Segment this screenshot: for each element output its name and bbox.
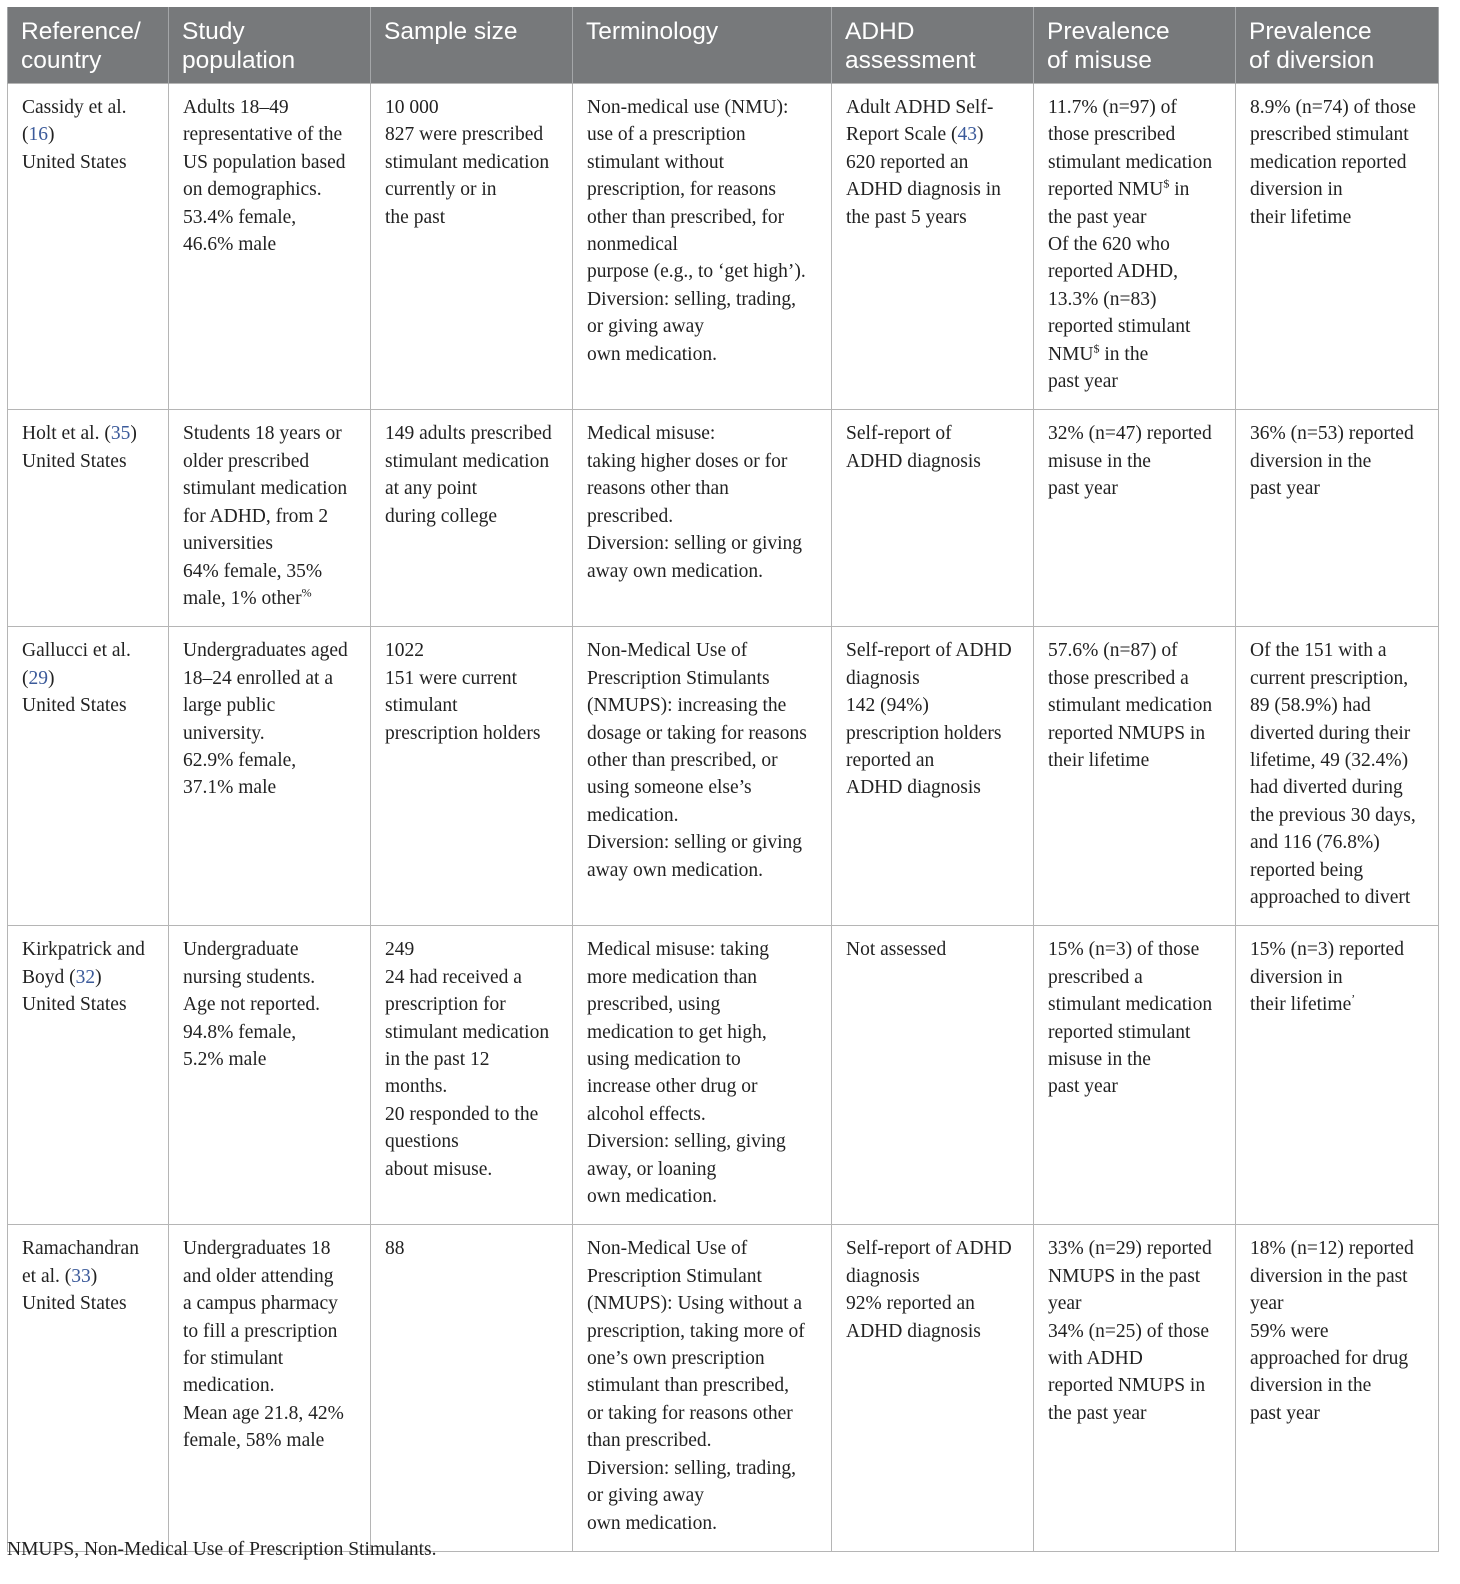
citation-link[interactable]: 32	[75, 966, 96, 988]
footnote-marker: ’	[1351, 991, 1356, 1006]
cell-prevalence-diversion: 8.9% (n=74) of those prescribed stimulant medication reported diversion in their lifetime	[1236, 84, 1439, 410]
header-prevalence-diversion: Prevalence of diversion	[1236, 7, 1439, 84]
cell-sample-size: 10 000 827 were prescribed stimulant medication currently or in the past	[371, 84, 573, 410]
cell-prevalence-diversion: 18% (n=12) reported diversion in the past year 59% were approached for drug diversion in the past year	[1236, 1225, 1439, 1551]
study-table	[7, 7, 1439, 1552]
cell-reference: Gallucci et al. (29) United States	[8, 627, 169, 926]
cell-prevalence-misuse: 57.6% (n=87) of those prescribed a stimulant medication reported NMUPS in their lifetime	[1034, 627, 1236, 926]
cell-reference: Kirkpatrick and Boyd (32) United States	[8, 926, 169, 1225]
cell-population: Undergraduates 18 and older attending a campus pharmacy to fill a prescription for stimulant medication. Mean age 21.8, 42% female, 58% male	[169, 1225, 371, 1551]
header-sample-size: Sample size	[371, 7, 573, 84]
footnote-marker: %	[301, 585, 312, 600]
cell-terminology: Medical misuse: taking more medication than prescribed, using medication to get high, using medication to increase other drug or alcohol effects. Diversion: selling, giving away, or loaning own medication.	[573, 926, 832, 1225]
cell-prevalence-misuse: 11.7% (n=97) of those prescribed stimulant medication reported NMU$ in the past year Of the 620 who reported ADHD, 13.3% (n=83) reported stimulant NMU$ in the past year	[1034, 84, 1236, 410]
cell-terminology: Non-Medical Use of Prescription Stimulant (NMUPS): Using without a prescription, taking more of one’s own prescription stimulant than prescribed, or taking for reasons other than prescribed. Diversion: selling, trading, or giving away own medication.	[573, 1225, 832, 1551]
cell-population: Adults 18–49 representative of the US population based on demographics. 53.4% female, 46.6% male	[169, 84, 371, 410]
citation-link[interactable]: 35	[110, 423, 131, 445]
cell-population: Students 18 years or older prescribed stimulant medication for ADHD, from 2 universities 64% female, 35% male, 1% other%	[169, 410, 371, 627]
table-row	[8, 410, 1439, 627]
cell-prevalence-diversion: Of the 151 with a current prescription, 89 (58.9%) had diverted during their lifetime, 49 (32.4%) had diverted during the previous 30 days, and 116 (76.8%) reported being approached to divert	[1236, 627, 1439, 926]
header-row	[8, 7, 1439, 84]
cell-prevalence-diversion: 36% (n=53) reported diversion in the past year	[1236, 410, 1439, 627]
cell-sample-size: 249 24 had received a prescription for stimulant medication in the past 12 months. 20 responded to the questions about misuse.	[371, 926, 573, 1225]
cell-sample-size: 88	[371, 1225, 573, 1551]
cell-adhd-assessment: Self-report of ADHD diagnosis	[832, 410, 1034, 627]
table-footnote: NMUPS, Non-Medical Use of Prescription Stimulants.	[7, 1539, 437, 1560]
header-adhd-assessment: ADHD assessment	[832, 7, 1034, 84]
cell-sample-size: 1022 151 were current stimulant prescription holders	[371, 627, 573, 926]
table-row	[8, 1225, 1439, 1551]
footnote-marker: $	[1093, 341, 1100, 356]
table-row	[8, 627, 1439, 926]
cell-adhd-assessment: Self-report of ADHD diagnosis 92% reported an ADHD diagnosis	[832, 1225, 1034, 1551]
cell-terminology: Non-Medical Use of Prescription Stimulants (NMUPS): increasing the dosage or taking for reasons other than prescribed, or using someone else’s medication. Diversion: selling or giving away own medication.	[573, 627, 832, 926]
citation-link[interactable]: 29	[28, 667, 48, 689]
cell-terminology: Medical misuse: taking higher doses or for reasons other than prescribed. Diversion: selling or giving away own medication.	[573, 410, 832, 627]
cell-adhd-assessment: Self-report of ADHD diagnosis 142 (94%) prescription holders reported an ADHD diagnosis	[832, 627, 1034, 926]
cell-prevalence-misuse: 32% (n=47) reported misuse in the past year	[1034, 410, 1236, 627]
cell-adhd-assessment: Not assessed	[832, 926, 1034, 1225]
cell-reference: Cassidy et al. (16) United States	[8, 84, 169, 410]
cell-population: Undergraduates aged 18–24 enrolled at a large public university. 62.9% female, 37.1% male	[169, 627, 371, 926]
cell-reference: Ramachandran et al. (33) United States	[8, 1225, 169, 1551]
header-study-population: Study population	[169, 7, 371, 84]
citation-link[interactable]: 16	[28, 124, 48, 146]
cell-prevalence-misuse: 33% (n=29) reported NMUPS in the past year 34% (n=25) of those with ADHD reported NMUPS in the past year	[1034, 1225, 1236, 1551]
cell-prevalence-misuse: 15% (n=3) of those prescribed a stimulant medication reported stimulant misuse in the past year	[1034, 926, 1236, 1225]
cell-terminology: Non-medical use (NMU): use of a prescription stimulant without prescription, for reasons other than prescribed, for nonmedical purpose (e.g., to ‘get high’). Diversion: selling, trading, or giving away own medication.	[573, 84, 832, 410]
cell-reference: Holt et al. (35) United States	[8, 410, 169, 627]
cell-sample-size: 149 adults prescribed stimulant medication at any point during college	[371, 410, 573, 627]
citation-link[interactable]: 43	[957, 124, 978, 146]
citation-link[interactable]: 33	[71, 1265, 91, 1287]
header-terminology: Terminology	[573, 7, 832, 84]
table-row	[8, 84, 1439, 410]
footnote-marker: $	[1163, 176, 1170, 191]
cell-population: Undergraduate nursing students. Age not reported. 94.8% female, 5.2% male	[169, 926, 371, 1225]
header-reference-country: Reference/ country	[8, 7, 169, 84]
cell-adhd-assessment: Adult ADHD Self- Report Scale (43) 620 reported an ADHD diagnosis in the past 5 years	[832, 84, 1034, 410]
header-prevalence-misuse: Prevalence of misuse	[1034, 7, 1236, 84]
cell-prevalence-diversion: 15% (n=3) reported diversion in their lifetime’	[1236, 926, 1439, 1225]
table-row	[8, 926, 1439, 1225]
